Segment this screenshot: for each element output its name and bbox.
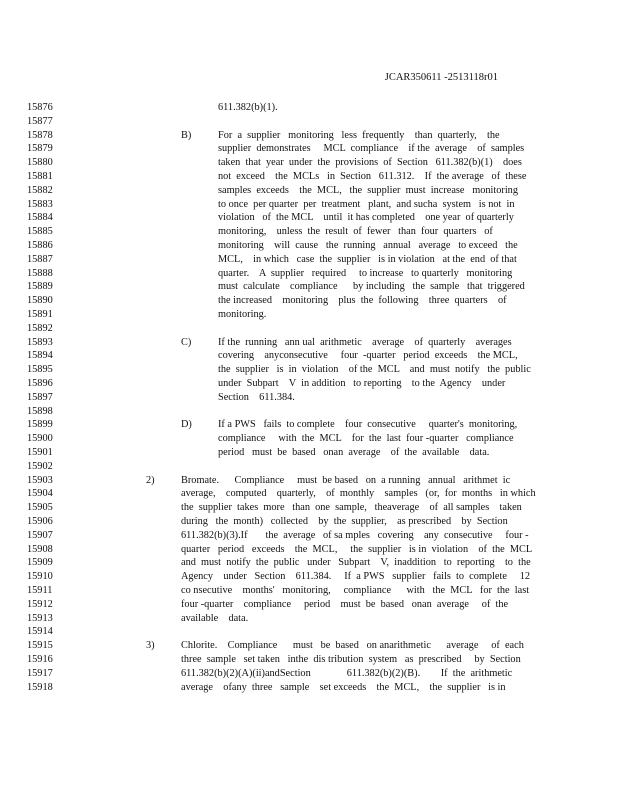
line-text: quarter period exceeds the MCL, the supplier is in violation of the MCL [181,543,533,555]
line-number: 15892 [27,322,53,334]
line-text: average, computed quarterly, of monthly samples (or, for months in which [181,488,536,500]
line-number: 15884 [27,212,53,224]
list-marker: D) [181,419,192,431]
line-text: co nsecutive months' monitoring, compliance with the MCL for the last [181,585,530,596]
line-number: 15905 [27,502,53,514]
document-line [0,391,618,405]
line-text: violation of the MCL until it has completed one year of quarterly [218,212,514,224]
line-text: average ofany three sample set exceeds the MCL, the supplier is in [181,681,506,693]
line-number: 15901 [27,447,53,458]
list-marker: 3) [146,640,155,652]
line-text: to once per quarter per treatment plant, and sucha system is not in [218,198,515,210]
line-number: 15912 [27,598,53,610]
list-marker: 2) [146,474,155,486]
document-line [0,667,618,681]
document-line [0,267,618,281]
document-line [0,253,618,267]
line-number: 15902 [27,460,53,472]
line-number: 15883 [27,198,53,210]
line-number: 15894 [27,350,53,362]
line-number: 15896 [27,378,53,389]
line-number: 15876 [27,102,53,113]
line-number: 15900 [27,433,53,445]
line-text: the supplier takes more than one sample, theaverage of all samples taken [181,502,522,514]
document-line [0,570,618,584]
line-text: three sample set taken inthe dis tribution system as prescribed by Section [181,654,521,665]
line-number: 15906 [27,516,53,527]
line-text: under Subpart V in addition to reporting to the Agency under [218,378,506,389]
line-number: 15907 [27,529,53,541]
line-text: quarter. A supplier required to increase to quarterly monitoring [218,267,513,279]
line-number: 15877 [27,115,53,127]
line-text: the supplier is in violation of the MCL and must notify the public [218,364,531,376]
line-text: samples exceeds the MCL, the supplier must increase monitoring [218,184,518,196]
document-line [0,487,618,501]
line-number: 15878 [27,129,53,141]
line-text: 611.382(b)(3).If the average of sa mples covering any consecutive four - [181,529,529,541]
document-line [0,156,618,170]
line-text: 611.382(b)(2)(A)(ii)andSection 611.382(b)(2)(B). If the arithmetic [181,667,513,679]
line-number: 15893 [27,336,53,348]
document-line [0,515,618,529]
document-line [0,129,618,143]
document-line [0,115,618,129]
document-line [0,529,618,543]
line-number: 15886 [27,240,53,251]
line-text: covering anyconsecutive four -quarter period exceeds the MCL, [218,350,518,362]
line-text: not exceed the MCLs in Section 611.312. If the average of these [218,171,527,182]
line-number: 15885 [27,226,53,238]
line-number: 15890 [27,295,53,307]
line-number: 15911 [27,585,53,596]
list-marker: C) [181,336,192,348]
line-text: monitoring. [218,309,267,320]
document-line [0,336,618,350]
document-line [0,543,618,557]
document-line [0,308,618,322]
line-text: the increased monitoring plus the following three quarters of [218,295,507,307]
document-line [0,598,618,612]
line-text: For a supplier monitoring less frequently than quarterly, the [218,129,500,141]
line-number: 15895 [27,364,53,376]
document-line [0,198,618,212]
line-number: 15910 [27,571,53,583]
line-number: 15904 [27,488,53,500]
line-number: 15917 [27,667,53,679]
line-number: 15880 [27,157,53,169]
line-number: 15888 [27,267,53,279]
document-line [0,101,618,115]
document-line [0,446,618,460]
line-number: 15879 [27,143,53,155]
document-line [0,322,618,336]
line-number: 15898 [27,405,53,417]
document-line [0,681,618,695]
line-text: Bromate. Compliance must be based on a running annual arithmet ic [181,474,511,486]
line-text: four -quarter compliance period must be based onan average of the [181,598,509,610]
document-line [0,584,618,598]
document-line [0,501,618,515]
line-number: 15909 [27,557,53,569]
line-text: If a PWS fails to complete four consecutive quarter's monitoring, [218,419,518,431]
line-text: Section 611.384. [218,391,295,403]
line-number: 15914 [27,626,53,638]
document-line [0,142,618,156]
document-line [0,280,618,294]
line-number: 15903 [27,474,53,486]
list-marker: B) [181,129,192,141]
document-line [0,225,618,239]
document-line [0,653,618,667]
line-text: Agency under Section 611.384. If a PWS supplier fails to complete 12 [181,571,531,583]
line-number: 15916 [27,654,53,665]
line-text: monitoring, unless the result of fewer than four quarters of [218,226,493,238]
line-number: 15913 [27,612,53,624]
line-text: and must notify the public under Subpart V, inaddition to reporting to the [181,557,531,569]
document-line [0,460,618,474]
line-number: 15897 [27,391,53,403]
line-text: taken that year under the provisions of Section 611.382(b)(1) does [218,157,522,169]
line-number: 15915 [27,640,53,652]
line-text: period must be based onan average of the available data. [218,447,490,458]
document-line [0,556,618,570]
line-number: 15889 [27,281,53,293]
line-text: monitoring will cause the running annual average to exceed the [218,240,518,251]
line-number: 15881 [27,171,53,182]
document-line [0,294,618,308]
line-number: 15891 [27,309,53,320]
document-line [0,377,618,391]
line-number: 15908 [27,543,53,555]
line-number: 15918 [27,681,53,693]
document-line [0,239,618,253]
document-line [0,625,618,639]
document-line [0,639,618,653]
line-number: 15887 [27,253,53,265]
line-text: available data. [181,612,249,624]
line-text: MCL, in which case the supplier is in violation at the end of that [218,253,517,265]
line-text: If the running ann ual arithmetic average of quarterly averages [218,336,512,348]
document-line [0,612,618,626]
line-number: 15882 [27,184,53,196]
document-line [0,211,618,225]
document-line [0,405,618,419]
document-line [0,432,618,446]
line-text: 611.382(b)(1). [218,102,278,113]
line-number: 15899 [27,419,53,431]
line-text: supplier demonstrates MCL compliance if the average of samples [218,143,525,155]
document-line [0,349,618,363]
document-line [0,184,618,198]
line-text: Chlorite. Compliance must be based on anarithmetic average of each [181,640,524,652]
document-line [0,474,618,488]
document-line [0,418,618,432]
document-header: JCAR350611 -2513118r01 [384,72,498,83]
document-line [0,170,618,184]
document-line [0,363,618,377]
line-text: must calculate compliance by including the sample that triggered [218,281,525,293]
line-text: compliance with the MCL for the last four -quarter compliance [218,433,514,445]
line-text: during the month) collected by the supplier, as prescribed by Section [181,516,508,527]
